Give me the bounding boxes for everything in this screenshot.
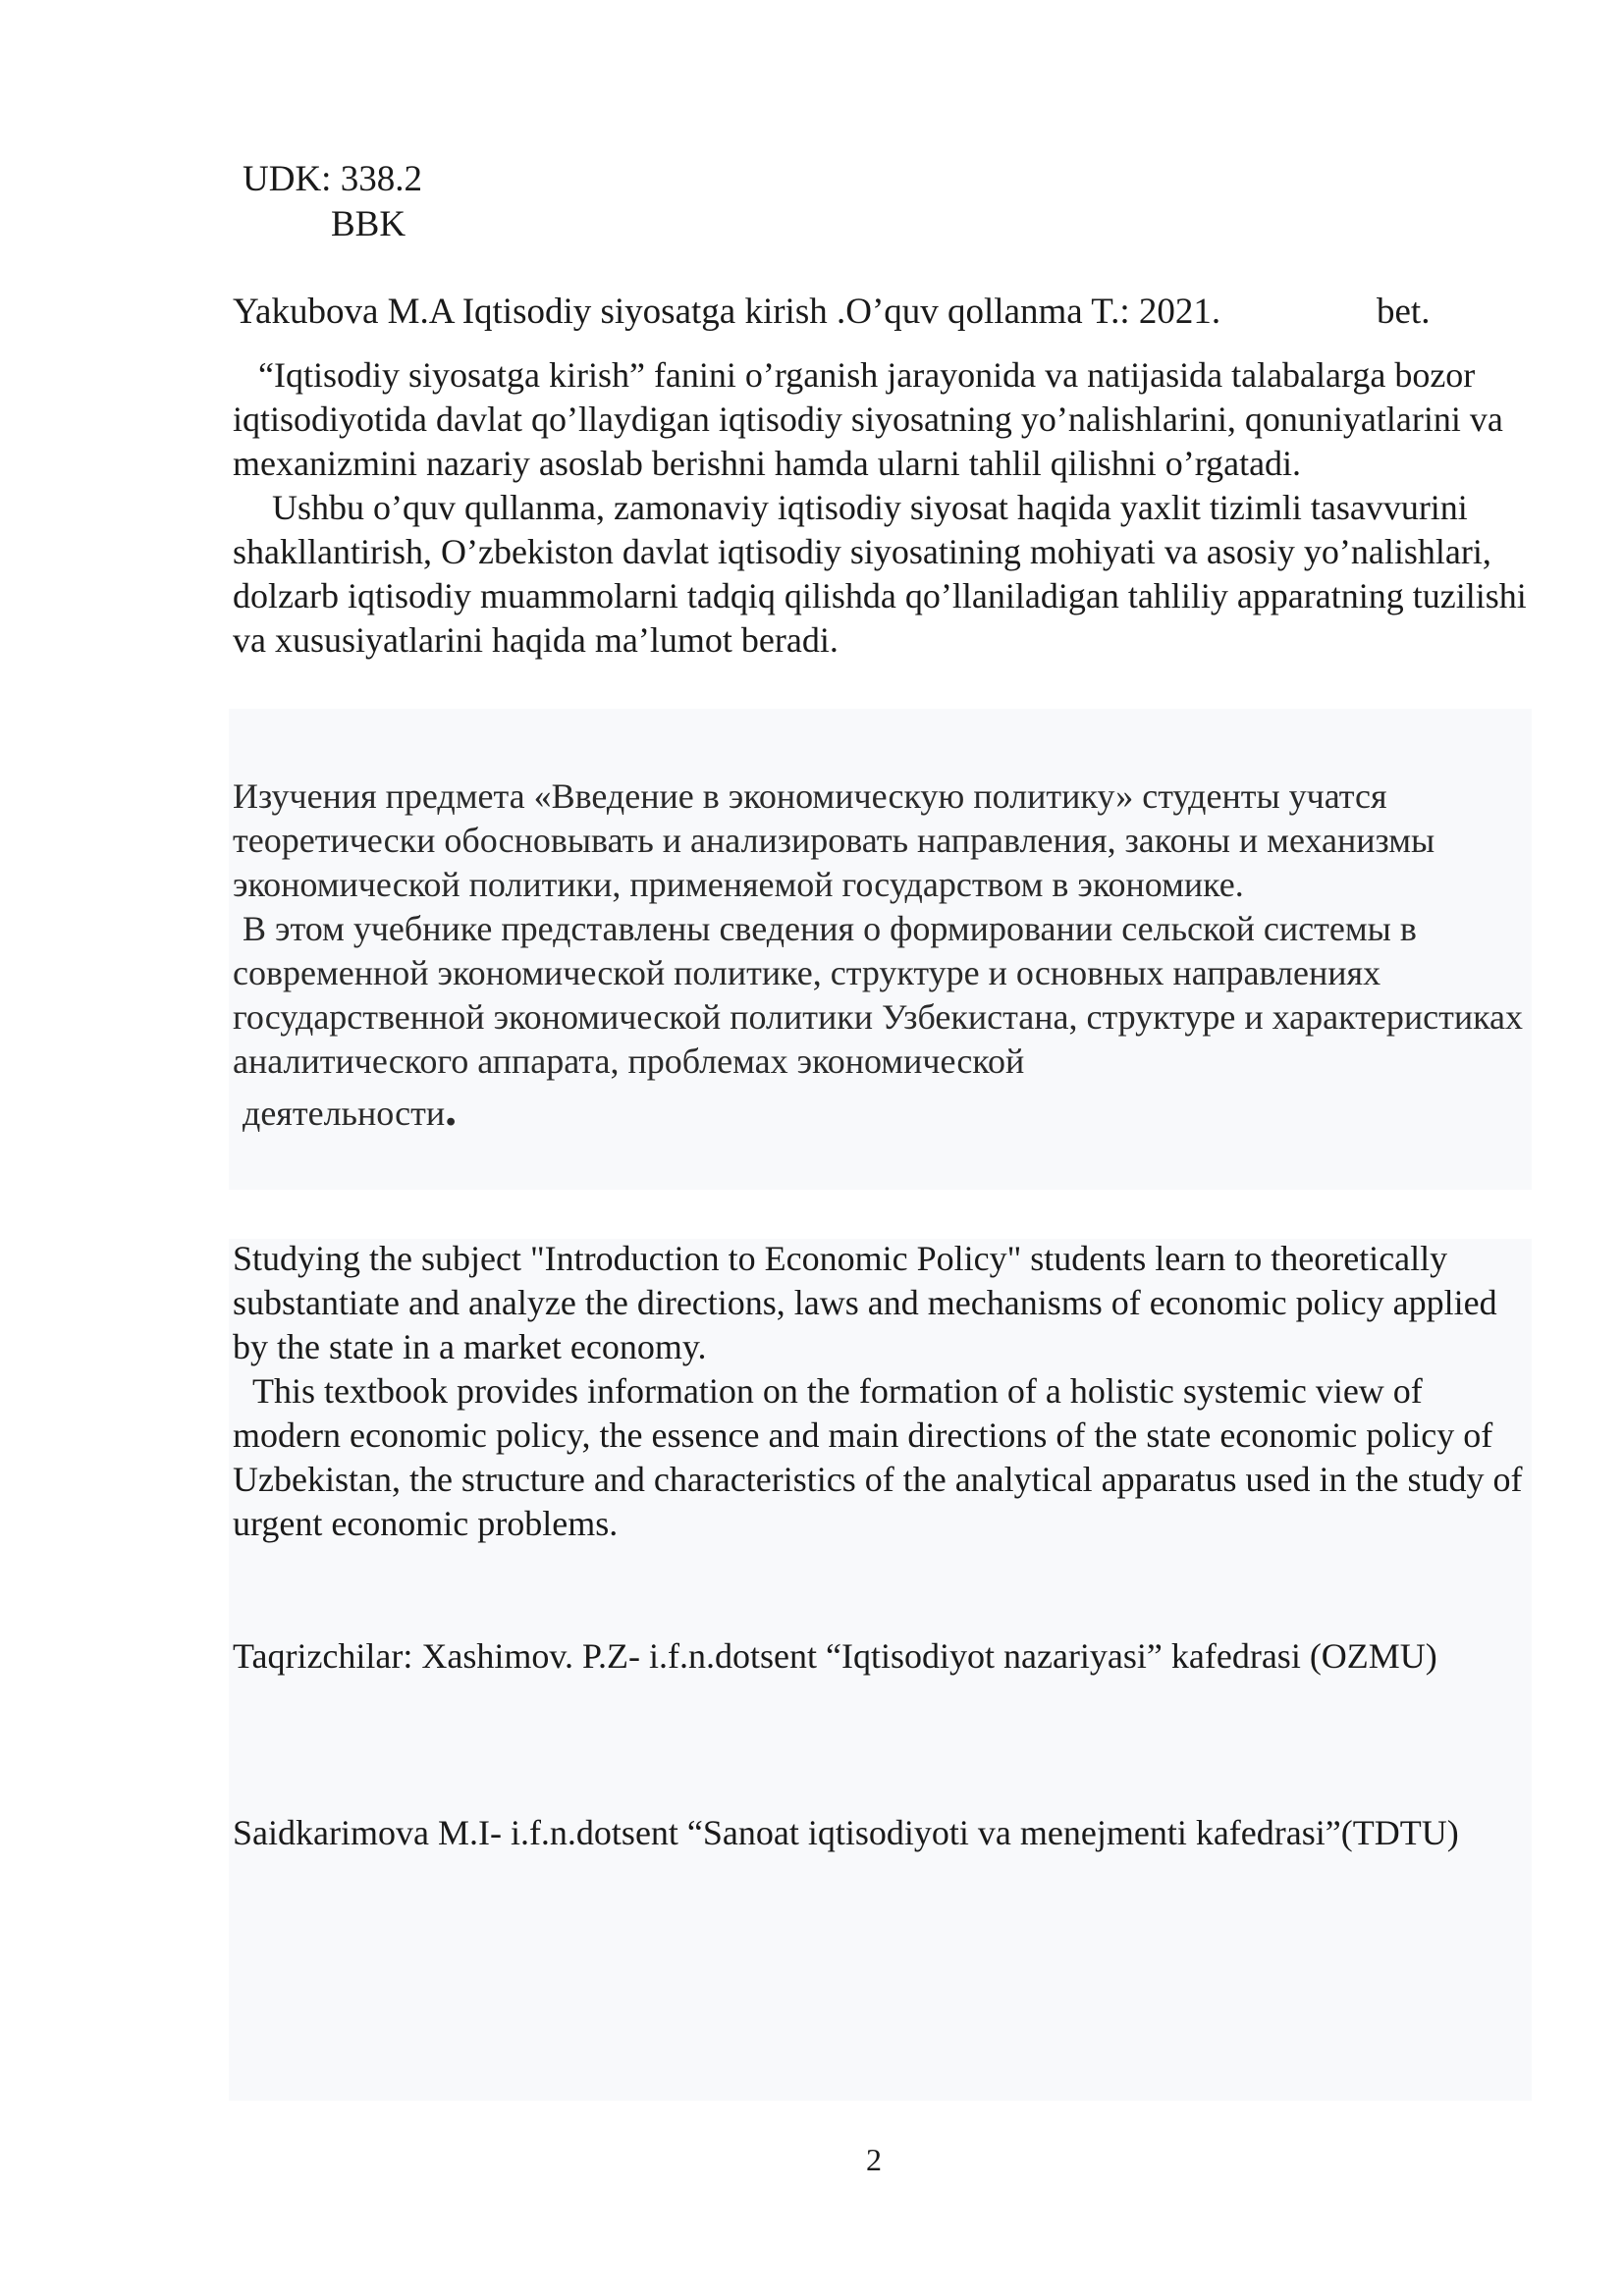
bibliographic-text: Yakubova M.A Iqtisodiy siyosatga kirish .O’quv qollanma T.: 2021.	[233, 292, 1221, 332]
annotation-russian-period: .	[445, 1084, 458, 1136]
udk-code: UDK: 338.2	[243, 159, 422, 199]
pages-label: bet.	[1377, 292, 1431, 332]
page-number: 2	[866, 2142, 882, 2177]
annotation-russian-paragraph-1: Изучения предмета «Введение в экономическую политику» студенты учатся теоретически обосновывать и анализировать направления, законы и механизмы экономической политики, применяемой государством в экономике.	[233, 776, 1435, 904]
annotation-uzbek	[233, 353, 1529, 663]
bbk-code: BBK	[331, 204, 406, 244]
annotation-russian-paragraph-2-text: В этом учебнике представлены сведения о формировании сельской системы в современной экономической политике, структуре и основных направлениях государственной экономической политики Узбекистана, структуре и характеристиках аналитического аппарата, проблемах экономической	[233, 909, 1524, 1081]
annotation-english-paragraph-2: This textbook provides information on the formation of a holistic systemic view of modern economic policy, the essence and main directions of the state economic policy of Uzbekistan, the structure and characteristics of the analytical apparatus used in the study of urgent economic problems.	[233, 1371, 1523, 1543]
annotation-english	[233, 1237, 1529, 1546]
annotation-russian-last-word: деятельности	[243, 1094, 446, 1133]
annotation-uzbek-paragraph-1: “Iqtisodiy siyosatga kirish” fanini o’rganish jarayonida va natijasida talabalarga bozor iqtisodiyotida davlat qo’llaydigan iqtisodiy siyosatning yo’nalishlarini, qonuniyatlarini va mexanizmini nazariy asoslab berishni hamda ularni tahlil qilishni o’rgatadi.	[233, 355, 1503, 483]
reviewer-2: Saidkarimova M.I- i.f.n.dotsent “Sanoat iqtisodiyoti va menejmenti kafedrasi”(TDTU)	[233, 1813, 1459, 1852]
annotation-russian	[233, 774, 1529, 1136]
bibliographic-record	[233, 290, 1539, 335]
reviewer-1: Taqrizchilar: Xashimov. P.Z- i.f.n.dotsent “Iqtisodiyot nazariyasi” kafedrasi (OZMU)	[233, 1636, 1437, 1676]
annotation-uzbek-paragraph-2: Ushbu o’quv qullanma, zamonaviy iqtisodiy siyosat haqida yaxlit tizimli tasavvurini shakllantirish, O’zbekiston davlat iqtisodiy siyosatining mohiyati va asosiy yo’nalishlari, dolzarb iqtisodiy muammolarni tadqiq qilishda qo’llaniladigan tahliliy apparatning tuzilishi va xususiyatlarini haqida ma’lumot beradi.	[233, 488, 1527, 660]
annotation-russian-paragraph-2	[233, 907, 1529, 1136]
annotation-english-paragraph-1: Studying the subject "Introduction to Economic Policy" students learn to theoretically substantiate and analyze the directions, laws and mechanisms of economic policy applied by the state in a market economy.	[233, 1239, 1497, 1366]
